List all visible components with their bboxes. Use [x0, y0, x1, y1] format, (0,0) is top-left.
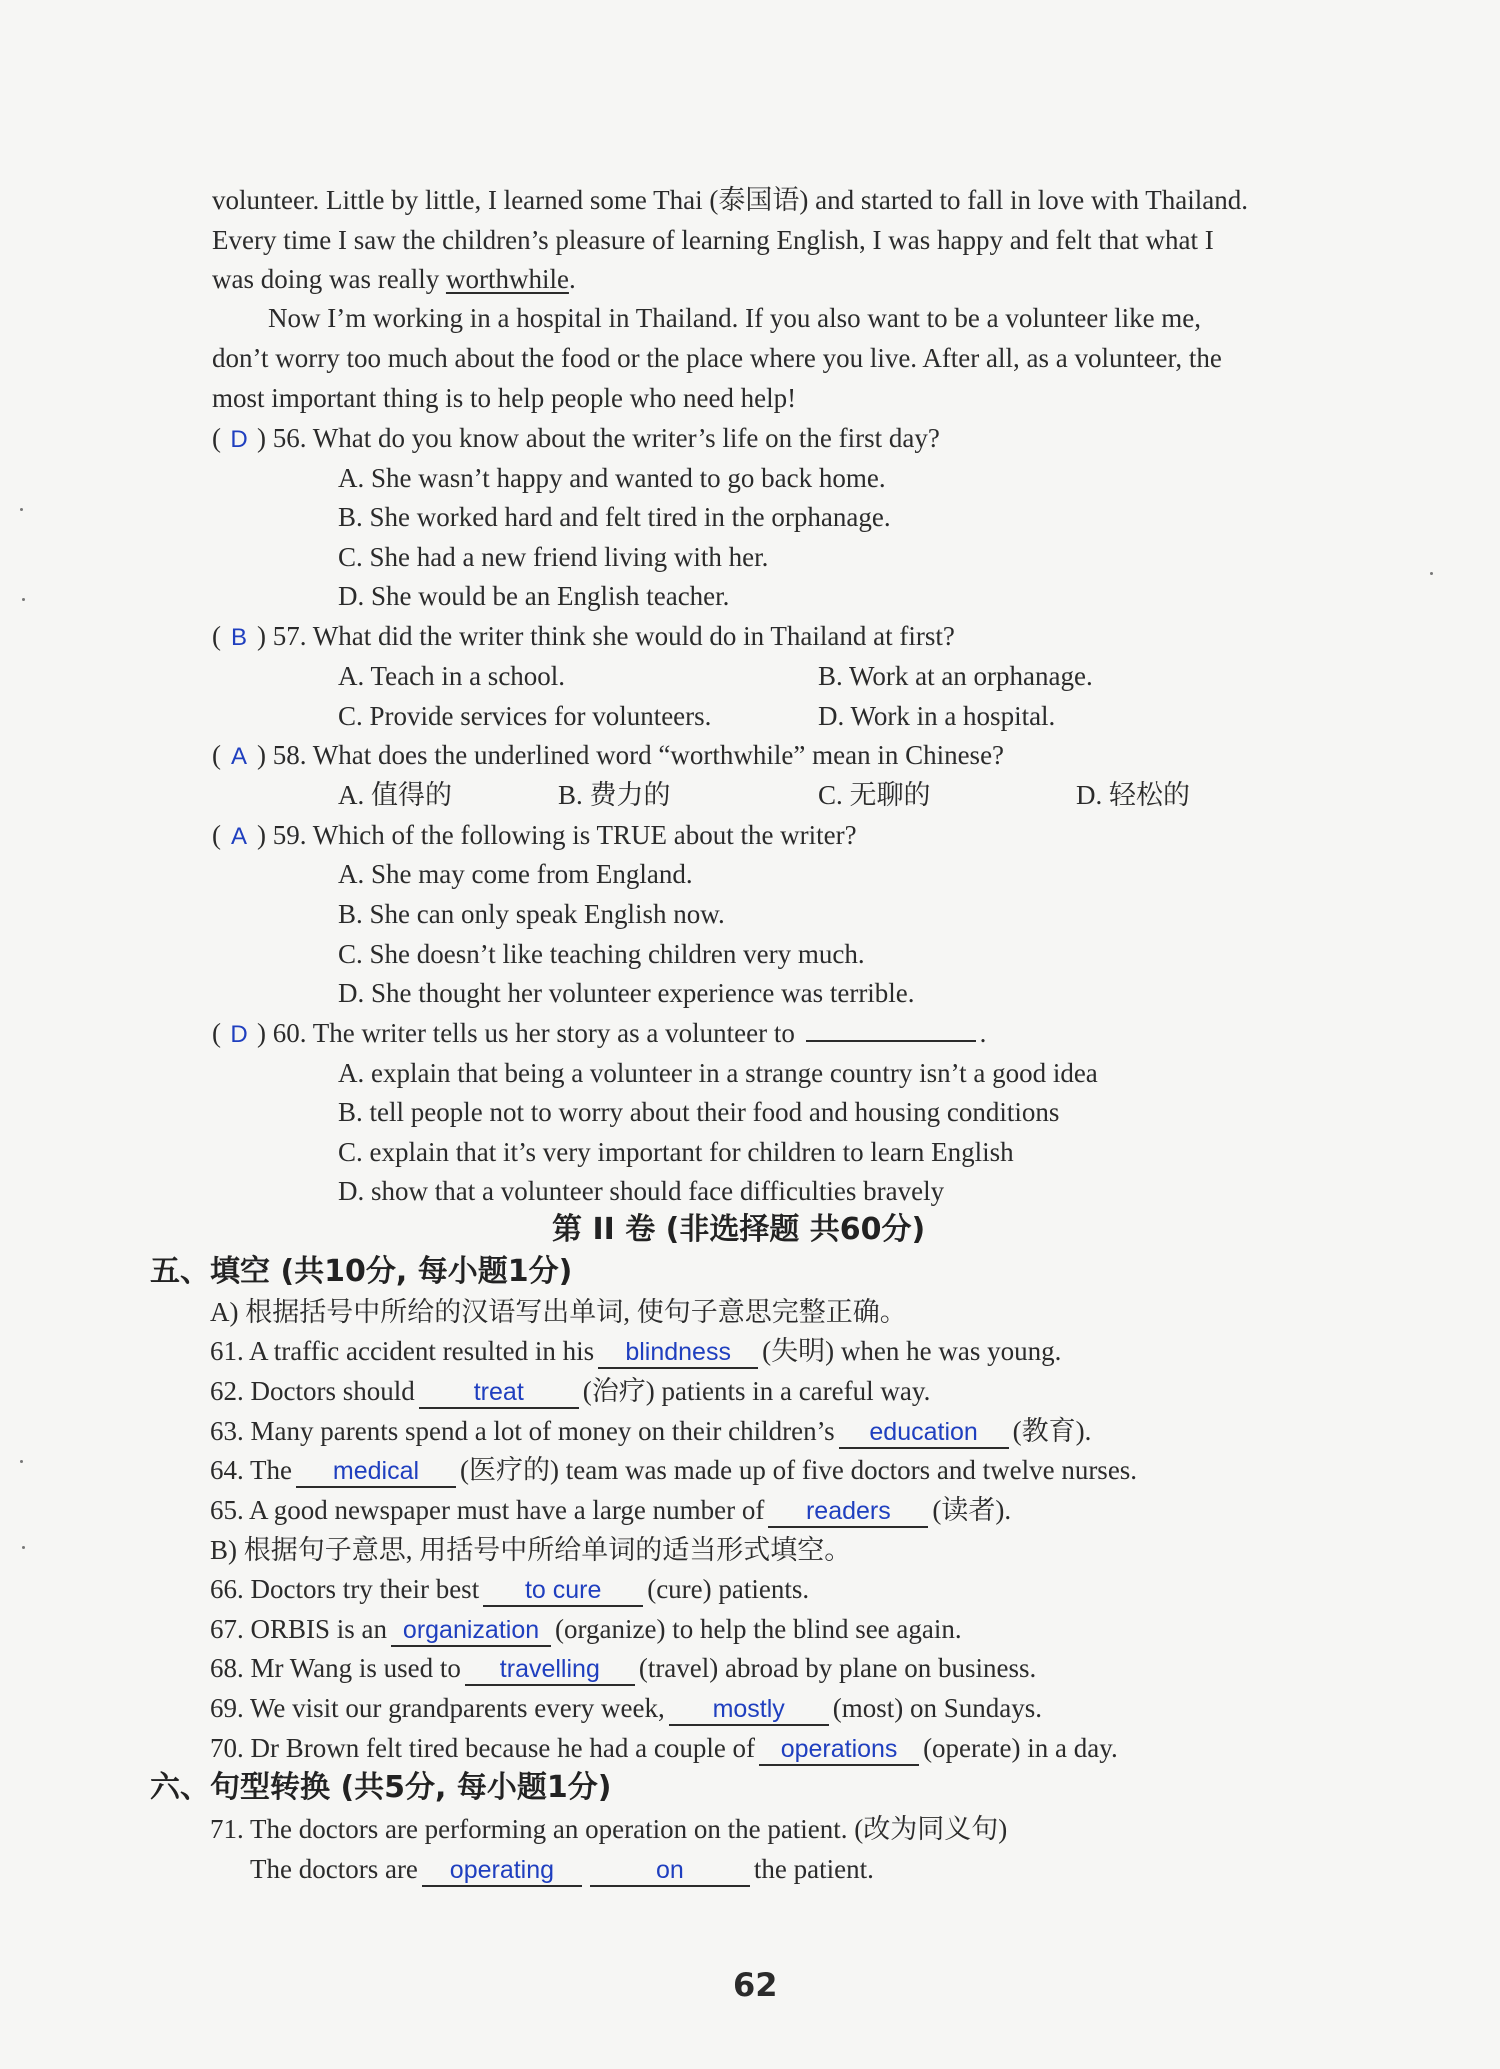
- option: B. 费力的: [558, 780, 671, 810]
- transform-item-71: 71. The doctors are performing an operation on the patient. (改为同义句): [210, 1814, 1008, 1844]
- answer-blank: [419, 1376, 579, 1409]
- fill-item-70: [210, 1728, 1118, 1768]
- passage-line: most important thing is to help people who need help!: [212, 383, 797, 413]
- answer-blank: [839, 1416, 1009, 1449]
- item-text: 65. A good newspaper must have a large number of: [210, 1495, 765, 1525]
- item-text: (most) on Sundays.: [832, 1693, 1042, 1723]
- answer-text: travelling: [499, 1655, 600, 1683]
- item-text: (cure) patients.: [647, 1574, 810, 1604]
- answer-blank: [422, 1854, 582, 1887]
- transform-answer-71: [250, 1849, 874, 1889]
- item-text: 70. Dr Brown felt tired because he had a couple of: [210, 1733, 756, 1763]
- answer-mark: D: [230, 426, 248, 453]
- item-text: 69. We visit our grandparents every week,: [210, 1693, 665, 1723]
- item-text: 64. The: [210, 1455, 292, 1485]
- option: C. 无聊的: [818, 780, 931, 810]
- answer-text: operations: [780, 1735, 898, 1763]
- underlined-word: worthwhile: [445, 264, 569, 294]
- question-stem-end: .: [979, 1018, 987, 1048]
- answer-blank: [465, 1653, 635, 1686]
- item-text: (治疗) patients in a careful way.: [582, 1376, 931, 1406]
- answer-text: medical: [332, 1457, 420, 1485]
- item-text: (organize) to help the blind see again.: [555, 1614, 962, 1644]
- option: A. Teach in a school.: [338, 661, 566, 691]
- question-57: ( B ) 57. What did the writer think she would do in Thailand at first?: [212, 616, 955, 658]
- question-stem: ) 59. Which of the following is TRUE about the writer?: [257, 820, 857, 850]
- question-stem: ) 57. What did the writer think she would do in Thailand at first?: [257, 621, 955, 651]
- item-text: The doctors are: [250, 1854, 418, 1884]
- item-text: 61. A traffic accident resulted in his: [210, 1336, 595, 1366]
- passage-text: .: [568, 264, 576, 294]
- option: D. 轻松的: [1076, 780, 1190, 810]
- fill-item-68: [210, 1648, 1036, 1688]
- option: A. 值得的: [338, 780, 452, 810]
- item-text: (失明) when he was young.: [762, 1336, 1062, 1366]
- option: C. She had a new friend living with her.: [338, 542, 769, 572]
- option: D. Work in a hospital.: [818, 701, 1056, 731]
- passage-line: don’t worry too much about the food or the place where you live. After all, as a volunteer, the: [212, 343, 1222, 373]
- answer-blank: [590, 1854, 750, 1887]
- item-text: the patient.: [753, 1854, 874, 1884]
- answer-blank: [669, 1693, 829, 1726]
- item-text: 68. Mr Wang is used to: [210, 1653, 461, 1683]
- answer-blank: [391, 1614, 551, 1647]
- question-stem: ) 60. The writer tells us her story as a volunteer to: [257, 1018, 795, 1048]
- fill-item-67: [210, 1609, 962, 1649]
- item-text: 63. Many parents spend a lot of money on their children’s: [210, 1416, 835, 1446]
- question-stem: ) 58. What does the underlined word “worthwhile” mean in Chinese?: [257, 740, 1005, 770]
- option: B. She worked hard and felt tired in the orphanage.: [338, 502, 891, 532]
- page-number: 62: [733, 1966, 778, 2004]
- option: A. explain that being a volunteer in a strange country isn’t a good idea: [338, 1058, 1098, 1088]
- option: C. explain that it’s very important for children to learn English: [338, 1137, 1014, 1167]
- scan-speck: [20, 508, 23, 511]
- answer-mark: D: [230, 1021, 248, 1048]
- fill-item-66: [210, 1569, 809, 1609]
- item-text: (医疗的) team was made up of five doctors and twelve nurses.: [460, 1455, 1138, 1485]
- question-58: ( A ) 58. What does the underlined word “worthwhile” mean in Chinese?: [212, 735, 1004, 777]
- option: C. Provide services for volunteers.: [338, 701, 712, 731]
- option: B. Work at an orphanage.: [818, 661, 1093, 691]
- option: A. She may come from England.: [338, 859, 693, 889]
- passage-line: volunteer. Little by little, I learned some Thai (泰国语) and started to fall in love with Thailand.: [212, 185, 1248, 215]
- item-text: (travel) abroad by plane on business.: [638, 1653, 1037, 1683]
- option: D. She thought her volunteer experience was terrible.: [338, 978, 915, 1008]
- option: A. She wasn’t happy and wanted to go back home.: [338, 463, 886, 493]
- answer-blank: [759, 1733, 919, 1766]
- answer-blank: [598, 1336, 758, 1369]
- passage-line: Now I’m working in a hospital in Thailand. If you also want to be a volunteer like me,: [268, 303, 1202, 333]
- passage-text: was doing was really: [212, 264, 446, 294]
- answer-text: organization: [402, 1616, 540, 1644]
- item-text: 67. ORBIS is an: [210, 1614, 388, 1644]
- scan-speck: [1430, 572, 1433, 575]
- scan-speck: [22, 1546, 25, 1549]
- fill-item-62: [210, 1371, 930, 1411]
- answer-text: blindness: [625, 1338, 731, 1366]
- question-60: ( D ) 60. The writer tells us her story as a volunteer to .: [212, 1013, 986, 1055]
- passage-line: [212, 259, 576, 299]
- answer-text: operating: [449, 1856, 555, 1884]
- option: D. She would be an English teacher.: [338, 581, 730, 611]
- item-text: 66. Doctors try their best: [210, 1574, 480, 1604]
- item-text: 62. Doctors should: [210, 1376, 415, 1406]
- option: D. show that a volunteer should face difficulties bravely: [338, 1176, 945, 1206]
- fill-item-69: [210, 1688, 1042, 1728]
- option: C. She doesn’t like teaching children very much.: [338, 939, 865, 969]
- answer-blank: [296, 1455, 456, 1488]
- part2-title: 第 II 卷 (非选择题 共60分): [552, 1212, 926, 1247]
- scan-speck: [22, 598, 25, 601]
- fill-item-64: [210, 1450, 1137, 1490]
- option: B. She can only speak English now.: [338, 899, 725, 929]
- item-text: (教育).: [1012, 1416, 1092, 1446]
- scan-speck: [20, 1460, 23, 1463]
- question-59: ( A ) 59. Which of the following is TRUE about the writer?: [212, 815, 857, 857]
- fill-item-63: [210, 1411, 1091, 1451]
- instruction-b: B) 根据句子意思, 用括号中所给单词的适当形式填空。: [210, 1535, 852, 1565]
- answer-blank: [806, 1040, 976, 1042]
- item-text: (读者).: [932, 1495, 1012, 1525]
- item-text: (operate) in a day.: [923, 1733, 1118, 1763]
- question-stem: ) 56. What do you know about the writer’s life on the first day?: [257, 423, 940, 453]
- fill-item-61: [210, 1331, 1061, 1371]
- answer-mark: A: [230, 743, 247, 770]
- answer-text: on: [656, 1856, 684, 1884]
- passage-line: Every time I saw the children’s pleasure of learning English, I was happy and felt that what I: [212, 225, 1214, 255]
- answer-mark: B: [230, 624, 247, 651]
- section6-title: 六、句型转换 (共5分, 每小题1分): [150, 1770, 612, 1805]
- instruction-a: A) 根据括号中所给的汉语写出单词, 使句子意思完整正确。: [210, 1297, 907, 1327]
- answer-blank: [483, 1574, 643, 1607]
- question-56: ( D ) 56. What do you know about the writer’s life on the first day?: [212, 418, 940, 460]
- answer-text: education: [869, 1418, 978, 1446]
- answer-blank: [768, 1495, 928, 1528]
- answer-text: mostly: [712, 1695, 785, 1723]
- fill-item-65: [210, 1490, 1011, 1530]
- answer-mark: A: [230, 823, 247, 850]
- answer-text: treat: [473, 1378, 524, 1406]
- answer-text: to cure: [524, 1576, 602, 1604]
- option: B. tell people not to worry about their food and housing conditions: [338, 1097, 1060, 1127]
- answer-text: readers: [805, 1497, 891, 1525]
- section5-title: 五、填空 (共10分, 每小题1分): [150, 1254, 573, 1289]
